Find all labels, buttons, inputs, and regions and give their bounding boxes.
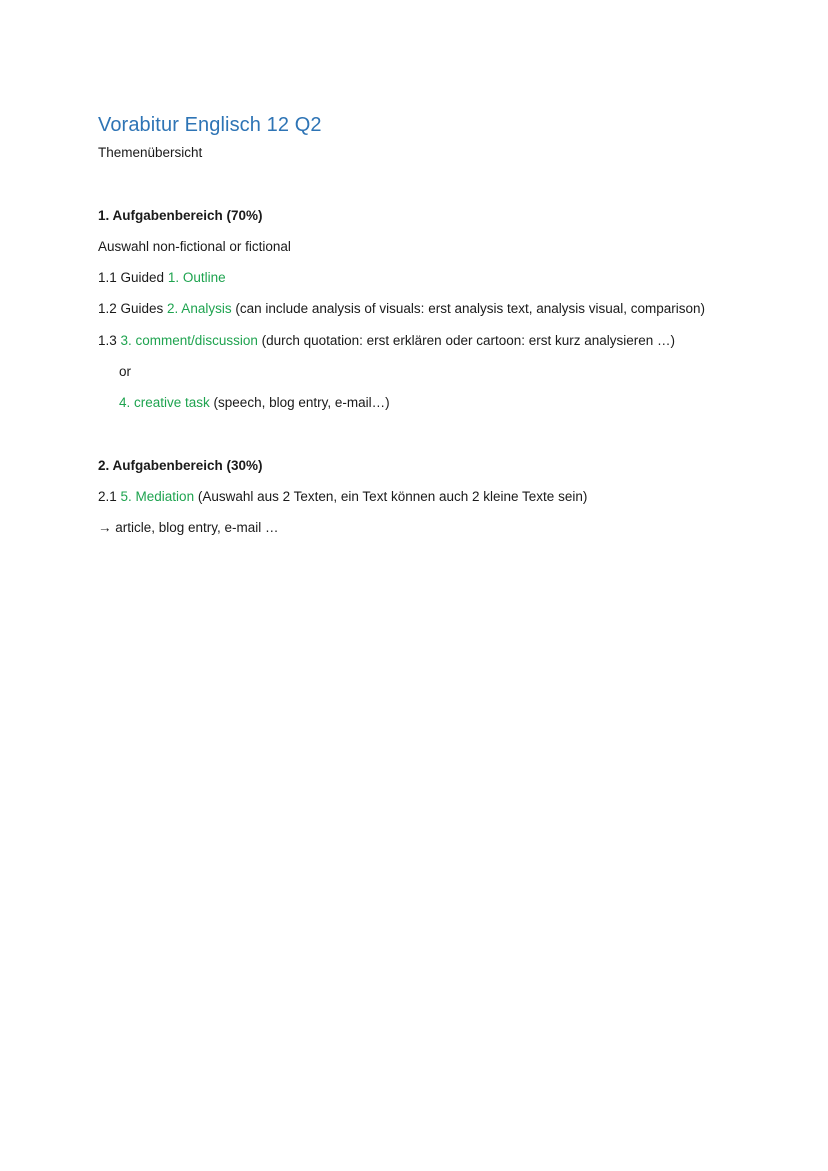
item-2-1-task: 5. Mediation: [120, 489, 195, 504]
document-subtitle: Themenübersicht: [98, 145, 203, 160]
section-1-heading: 1. Aufgabenbereich (70%): [98, 208, 263, 223]
item-1-3-task: 3. comment/discussion: [120, 333, 258, 348]
right-arrow-icon: →: [98, 520, 112, 535]
item-1-3: [98, 332, 675, 350]
item-2-1: [98, 488, 587, 506]
item-1-4: [119, 394, 390, 412]
item-1-4-suffix: (speech, blog entry, e-mail…): [209, 395, 390, 410]
item-1-3-prefix: 1.3: [98, 333, 121, 348]
item-1-2: [98, 300, 705, 318]
item-1-2-prefix: 1.2 Guides: [98, 301, 168, 316]
item-1-2-task: 2. Analysis: [167, 301, 232, 316]
item-1-1-prefix: 1.1 Guided: [98, 270, 168, 285]
item-2-1-prefix: 2.1: [98, 489, 121, 504]
item-1-1-task: 1. Outline: [167, 270, 226, 285]
or-label: or: [119, 364, 132, 379]
item-1-4-task: 4. creative task: [119, 395, 210, 410]
arrow-line: [98, 519, 279, 537]
section-2-heading: 2. Aufgabenbereich (30%): [98, 458, 263, 473]
item-1-1: [98, 269, 226, 287]
document-title: Vorabitur Englisch 12 Q2: [98, 114, 322, 136]
item-1-3-suffix: (durch quotation: erst erklären oder cartoon: erst kurz analysieren …): [257, 333, 676, 348]
item-2-1-suffix: (Auswahl aus 2 Texten, ein Text können auch 2 kleine Texte sein): [194, 489, 588, 504]
section-1-intro: Auswahl non-fictional or fictional: [98, 239, 291, 254]
arrow-line-text: article, blog entry, e-mail …: [111, 520, 279, 535]
item-1-2-suffix: (can include analysis of visuals: erst analysis text, analysis visual, comparison): [231, 301, 706, 316]
